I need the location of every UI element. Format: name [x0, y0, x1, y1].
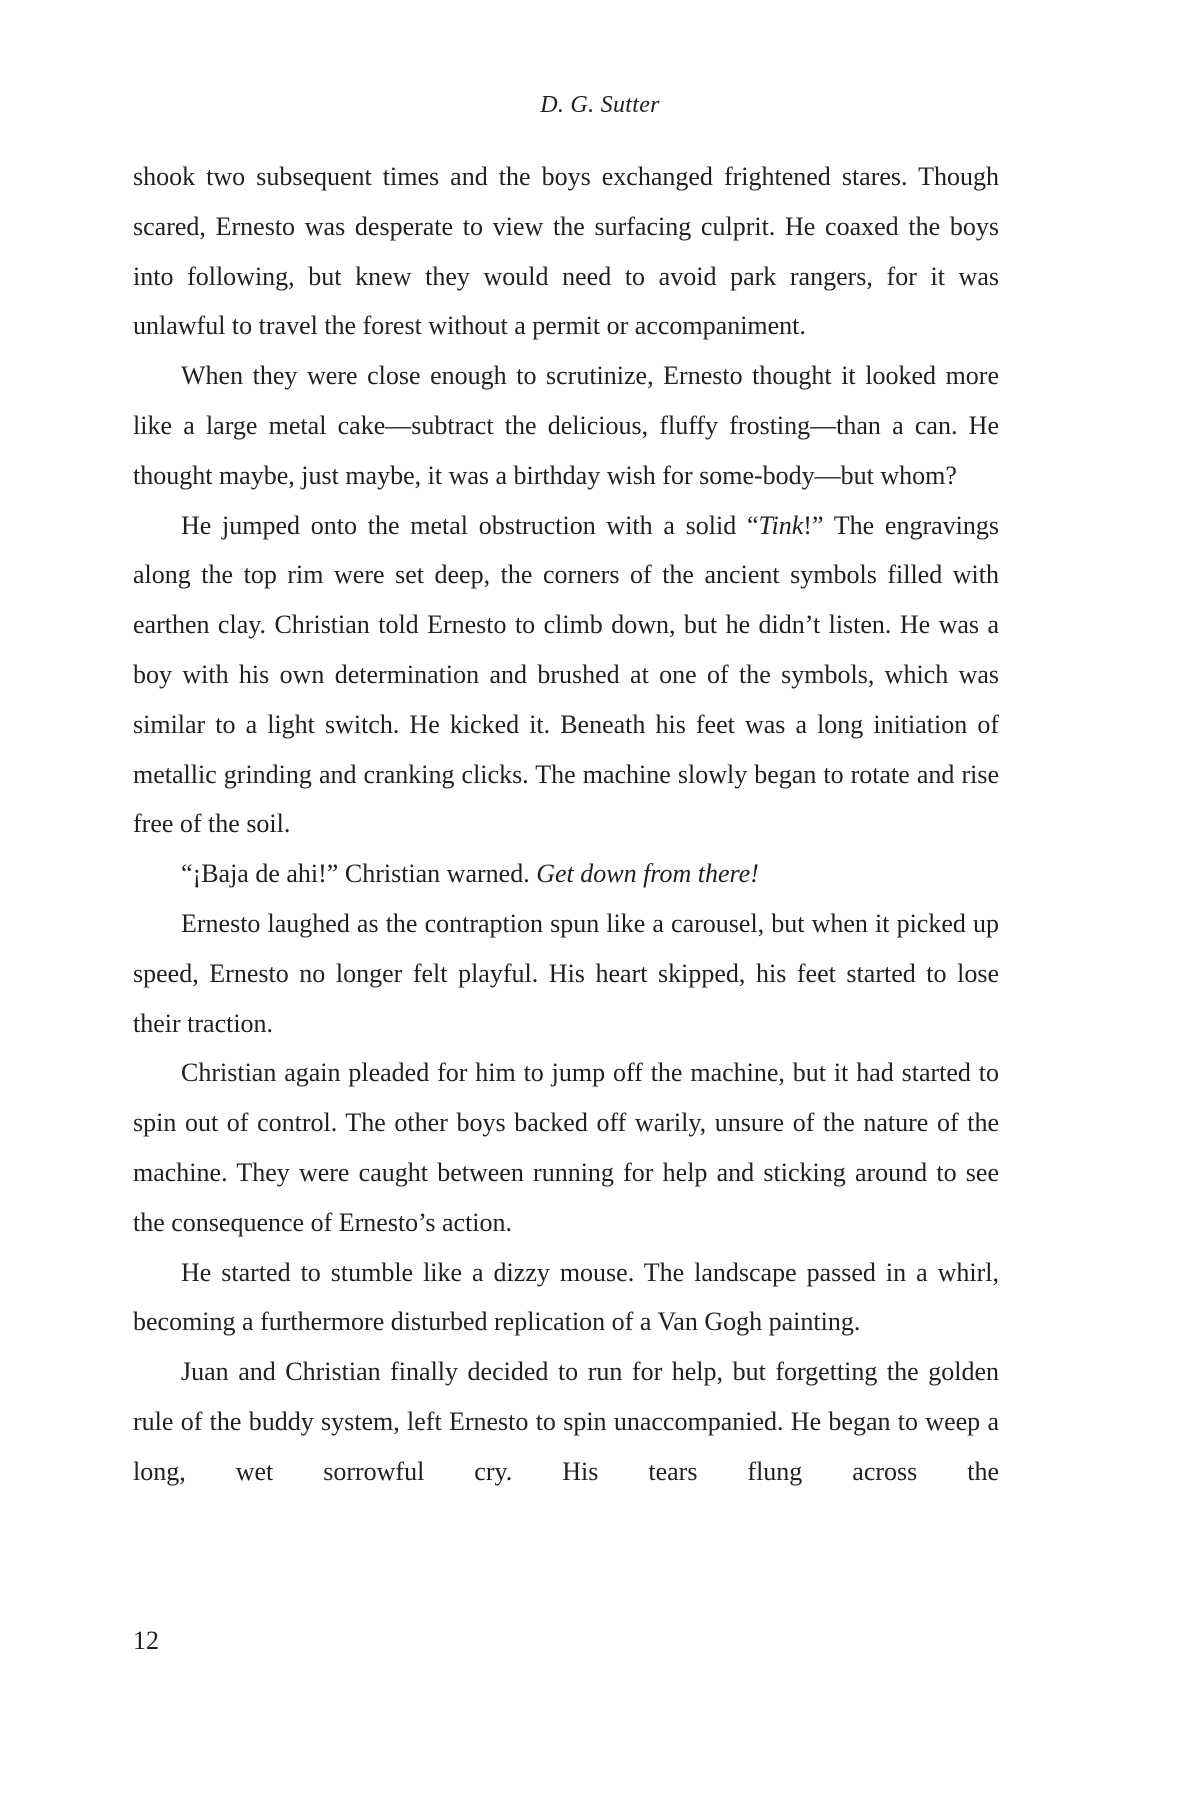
paragraph	[133, 351, 999, 500]
paragraph	[133, 1347, 999, 1496]
italic-text: Tink	[758, 510, 804, 540]
paragraph	[133, 849, 999, 899]
text-run: He started to stumble like a dizzy mouse. The landscape passed in a whirl, becoming a furthermore disturbed replication of a Van Gogh painting.	[133, 1257, 999, 1337]
body-text	[133, 152, 999, 1497]
page-number: 12	[133, 1626, 159, 1655]
paragraph	[133, 1248, 999, 1348]
text-run: When they were close enough to scrutinize, Ernesto thought it looked more like a large metal cake—subtract the delicious, fluffy frosting—than a can. He thought maybe, just maybe, it was a birthday wish for some-body—but whom?	[133, 361, 999, 490]
text-run: !” The engravings along the top rim were set deep, the corners of the ancient symbols filled with earthen clay. Christian told Ernesto to climb down, but he didn’t listen. He was a boy with his own determination and brushed at one of the symbols, which was similar to a light switch. He kicked it. Beneath his feet was a long initiation of metallic grinding and cranking clicks. The machine slowly began to rotate and rise free of the soil.	[133, 510, 999, 839]
text-run: shook two subsequent times and the boys exchanged frightened stares. Though scared, Ernesto was desperate to view the surfacing culprit. He coaxed the boys into following, but knew they would need to avoid park rangers, for it was unlawful to travel the forest without a permit or accompaniment.	[133, 162, 999, 341]
paragraph	[133, 501, 999, 850]
paragraph	[133, 899, 999, 1048]
paragraph	[133, 152, 999, 351]
text-run: Christian again pleaded for him to jump off the machine, but it had started to spin out of control. The other boys backed off warily, unsure of the nature of the machine. They were caught between running for help and sticking around to see the consequence of Ernesto’s action.	[133, 1058, 999, 1237]
running-head-author: D. G. Sutter	[540, 92, 660, 118]
paragraph	[133, 1048, 999, 1247]
italic-text: Get down from there!	[536, 859, 759, 889]
text-run: He jumped onto the metal obstruction with a solid “	[181, 510, 759, 540]
text-run: Ernesto laughed as the contraption spun like a carousel, but when it picked up speed, Ernesto no longer felt playful. His heart skipped, his feet started to lose their traction.	[133, 908, 999, 1038]
text-run: Juan and Christian finally decided to run for help, but forgetting the golden rule of the buddy system, left Ernesto to spin unaccompanied. He began to weep a long, wet sorrowful cry. His tears flung across the	[133, 1357, 999, 1486]
text-run: “¡Baja de ahi!” Christian warned.	[181, 859, 537, 889]
